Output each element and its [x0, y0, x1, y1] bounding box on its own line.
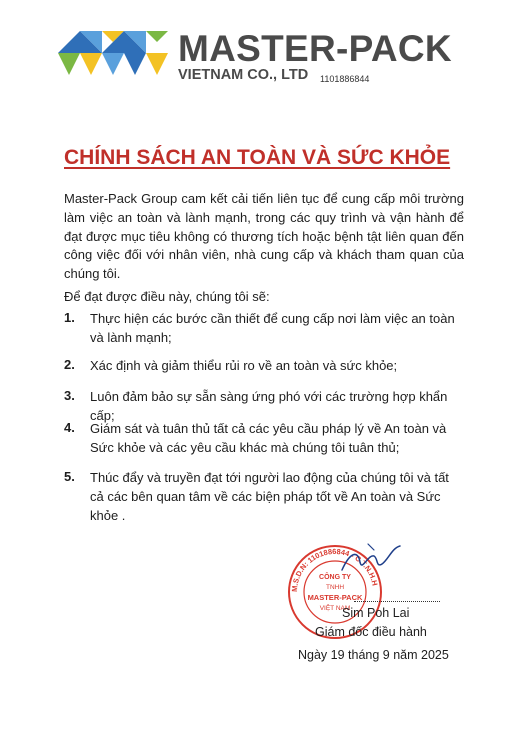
commitment-number: 1. [64, 310, 75, 325]
commitment-text: Thúc đẩy và truyền đạt tới người lao động của chúng tôi và tất cả các bên quan tâm về các biện pháp tốt về An toàn và Sức khỏe . [90, 470, 449, 523]
commitment-text: Luôn đảm bảo sự sẵn sàng ứng phó với các trường hợp khẩn cấp; [90, 389, 448, 423]
signer-title: Giám đốc điều hành [315, 625, 427, 639]
handwritten-signature-icon [338, 540, 408, 580]
brand-subtitle: VIETNAM CO., LTD [178, 67, 309, 83]
document-title: CHÍNH SÁCH AN TOÀN VÀ SỨC KHỎE [64, 146, 451, 169]
seal-line-tnhh: TNHH [325, 584, 345, 591]
commitment-text: Xác định và giảm thiểu rủi ro về an toàn và sức khỏe; [90, 358, 398, 373]
commitment-text: Thực hiện các bước cần thiết để cung cấp nơi làm việc an toàn và lành mạnh; [90, 311, 455, 345]
signer-name: Sim Poh Lai [342, 606, 410, 620]
signing-date: Ngày 19 tháng 9 năm 2025 [298, 648, 449, 662]
commitment-number: 4. [64, 420, 75, 435]
brand-tax-code: 1101886844 [320, 74, 370, 84]
seal-outer-text: M.S.D.N: 1101886844 - C.T.N.H.H [289, 546, 380, 593]
commitment-text: Giám sát và tuân thủ tất cả các yêu cầu pháp lý về An toàn và Sức khỏe và các yêu cầu khác mà chúng tôi tuân thủ; [90, 421, 447, 455]
commitment-number: 5. [64, 469, 75, 484]
company-logo-icon [58, 26, 174, 80]
brand-name: MASTER-PACK [178, 28, 452, 69]
seal-line-masterpack: MASTER-PACK [307, 593, 363, 602]
seal-line-company: CÔNG TY [319, 574, 351, 581]
commitment-number: 2. [64, 357, 75, 372]
intro-paragraph: Master-Pack Group cam kết cải tiến liên tục để cung cấp môi trường làm việc an toàn và lành mạnh, trong các quy trình và vận hành để đạt được mục tiêu không có thương tích hoặc bệnh tật liên quan đến công việc đối với nhân viên, nhà cung cấp và khách tham quan của chúng tôi. [64, 191, 464, 282]
seal-line-vietnam: VIỆT NAM [319, 605, 351, 612]
commitment-number: 3. [64, 388, 75, 403]
commitments-lead: Để đạt được điều này, chúng tôi sẽ: [64, 289, 270, 304]
signature-line [354, 601, 440, 602]
